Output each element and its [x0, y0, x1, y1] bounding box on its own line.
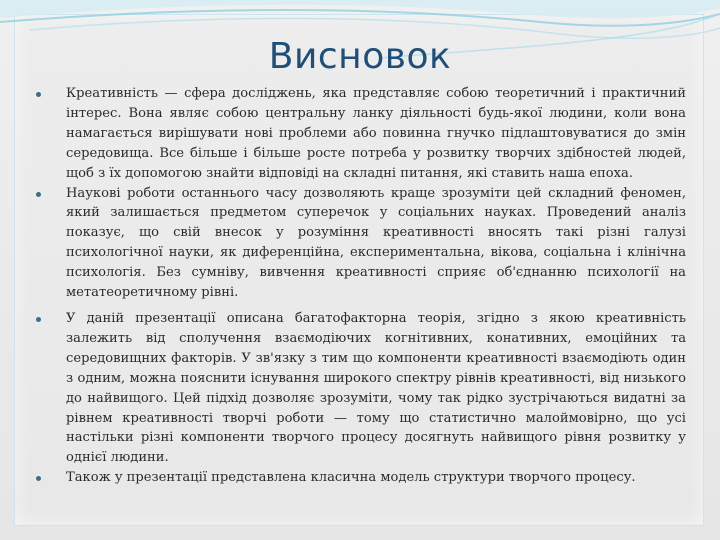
bullet-text: Також у презентації представлена класична модель структури творчого процесу.: [66, 470, 636, 486]
bullet-text: У даній презентації описана багатофакторна теорія, згідно з якою креативність залежить від сполучення взаємодіючих когнітивних, конативних, емоційних та середовищних факторів. У зв'язку з тим що компоненти креативності взаємодіють один з одним, можна пояснити існування широкого спектру рівнів креативності, від низького до найвищого. Цей підхід дозволяє зрозуміти, чому так рідко зустрічаються видатні за рівнем креативності творчі роботи — тому що статистично малоймовірно, що усі настільки різні компоненти творчого процесу досягнуть найвищого рівня розвитку у однієї людини.: [66, 310, 686, 466]
bullet-item: [36, 309, 686, 468]
bullet-list: [36, 84, 686, 488]
slide-title: Висновок: [268, 36, 452, 77]
bullet-dot-icon: [36, 317, 41, 322]
bullet-text: Креативність — сфера досліджень, яка представляє собою теоретичний і практичний інтерес. Вона являє собою центральну ланку діяльності будь-якої людини, коли вона намагається вирішувати нові проблеми або повинна гнучко підлаштовуватися до змін середовища. Все більше і більше росте потреба у розвитку творчих здібностей людей, щоб з їх допомогою знайти відповіді на складні питання, які ставить наша епоха.: [66, 86, 686, 181]
bullet-dot-icon: [36, 92, 41, 97]
bullet-item: [36, 468, 686, 488]
bullet-item: [36, 84, 686, 184]
bullet-text: Наукові роботи останнього часу дозволяють краще зрозуміти цей складний феномен, який залишається предметом суперечок у соціальних науках. Проведений аналіз показує, що свій внесок у розуміння креативності вносять такі різні галузі психологічної науки, як диференційна, експериментальна, вікова, соціальна і клінічна психологія. Без сумніву, вивчення креативності сприяє об'єднанню психології на метатеоретичному рівні.: [66, 185, 686, 301]
bullet-item: [36, 184, 686, 303]
bullet-dot-icon: [36, 476, 41, 481]
bullet-dot-icon: [36, 192, 41, 197]
